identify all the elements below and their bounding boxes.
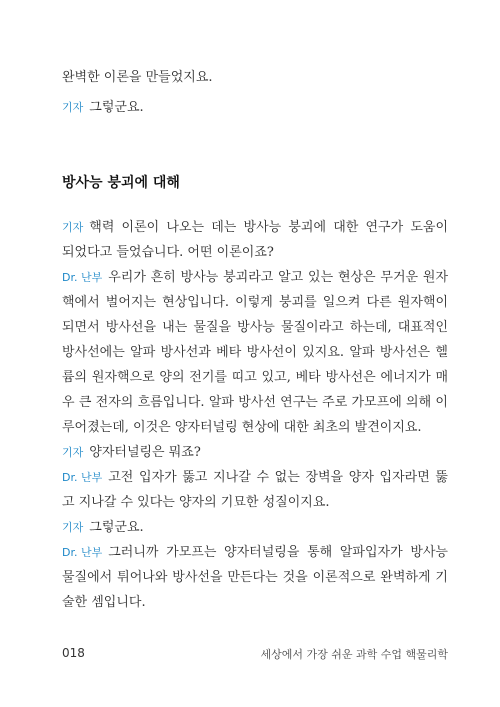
text-line [62,318,448,338]
text-line [62,68,448,88]
text-line [62,418,448,438]
text-span: 물질에서 튀어나와 방사선을 만든다는 것을 이론적으로 완벽하게 기 [62,570,448,585]
dialogue-text: 그렇군요. [89,520,144,535]
dialogue-text: 고전 입자가 뚫고 지나갈 수 없는 장벽을 양자 입자라면 뚫 [108,470,448,485]
speaker-label: Dr. 난부 [62,546,103,559]
page-number: 018 [62,646,85,660]
speaker-label: 기자 [62,221,84,234]
text-span: 우 큰 전자의 흐름입니다. 알파 방사선 연구는 주로 가모프에 의해 이 [62,395,448,410]
text-span: 루어졌는데, 이것은 양자터널링 현상에 대한 최초의 발견이지요. [62,420,422,435]
text-line [62,293,448,313]
speaker-label: 기자 [62,446,84,459]
dialogue-line [62,443,448,463]
section-heading: 방사능 붕괴에 대해 [62,175,180,191]
dialogue-line [62,218,448,238]
text-span: 핵에서 벌어지는 현상입니다. 이렇게 붕괴를 일으켜 다른 원자핵이 [62,295,448,310]
text-span: 되었다고 들었습니다. 어떤 이론이죠? [62,245,274,260]
text-span: 술한 셈입니다. [62,595,146,610]
text-line [62,368,448,388]
text-line [62,593,448,613]
dialogue-line [62,468,448,488]
dialogue-text: 우리가 흔히 방사능 붕괴라고 알고 있는 현상은 무거운 원자 [108,270,448,285]
text-span: 륨의 원자핵으로 양의 전기를 띠고 있고, 베타 방사선은 에너지가 매 [62,370,448,385]
speaker-label: 기자 [62,521,84,534]
text-span: 되면서 방사선을 내는 물질을 방사능 물질이라고 하는데, 대표적인 [62,320,448,335]
text-line [62,568,448,588]
dialogue-text: 그렇군요. [89,100,144,115]
running-title: 세상에서 가장 쉬운 과학 수업 핵물리학 [260,648,448,661]
dialogue-line [62,98,448,118]
text-line [62,393,448,413]
dialogue-line [62,518,448,538]
dialogue-line [62,268,448,288]
text-span: 방사선에는 알파 방사선과 베타 방사선이 있지요. 알파 방사선은 헬 [62,345,448,360]
dialogue-text: 핵력 이론이 나오는 데는 방사능 붕괴에 대한 연구가 도움이 [89,220,448,235]
dialogue-line [62,543,448,563]
text-span: 고 지나갈 수 있다는 양자의 기묘한 성질이지요. [62,495,330,510]
speaker-label: Dr. 난부 [62,271,103,284]
dialogue-text: 그러니까 가모프는 양자터널링을 통해 알파입자가 방사능 [108,545,448,560]
text-line [62,343,448,363]
speaker-label: 기자 [62,101,84,114]
text-line [62,243,448,263]
dialogue-text: 양자터널링은 뭐죠? [89,445,201,460]
text-span: 완벽한 이론을 만들었지요. [62,70,213,85]
speaker-label: Dr. 난부 [62,471,103,484]
text-line [62,493,448,513]
